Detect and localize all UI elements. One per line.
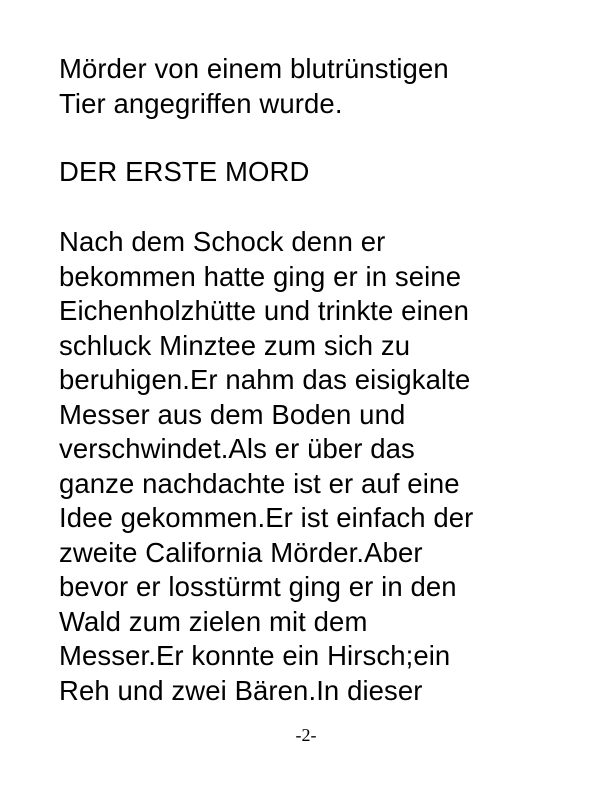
- text-line: bevor er losstürmt ging er in den: [59, 571, 457, 602]
- text-line: Idee gekommen.Er ist einfach der: [59, 502, 474, 533]
- text-line: verschwindet.Als er über das: [59, 433, 415, 464]
- text-line: Messer.Er konnte ein Hirsch;ein: [59, 640, 451, 671]
- text-line: schluck Minztee zum sich zu: [59, 329, 411, 361]
- text-line: beruhigen.Er nahm das eisigkalte: [59, 364, 471, 395]
- heading-text: DER ERSTE MORD: [59, 156, 310, 187]
- section-heading: [59, 155, 599, 190]
- text-line: Tier angegriffen wurde.: [59, 87, 343, 119]
- text-line: Nach dem Schock denn er: [59, 226, 386, 257]
- text-line: Reh und zwei Bären.In dieser: [59, 674, 423, 706]
- text-line: zweite California Mörder.Aber: [59, 536, 423, 568]
- body-paragraph: [59, 225, 599, 708]
- text-line: Mörder von einem blutrünstigen: [59, 53, 449, 84]
- text-line: Wald zum zielen mit dem: [59, 605, 368, 637]
- text-line: bekommen hatte ging er in seine: [59, 260, 462, 292]
- intro-paragraph: [59, 52, 599, 121]
- page-number: -2-: [295, 725, 317, 745]
- text-line: Messer aus dem Boden und: [59, 398, 406, 430]
- text-line: Eichenholzhütte und trinkte einen: [59, 295, 469, 326]
- text-line: ganze nachdachte ist er auf eine: [59, 467, 460, 499]
